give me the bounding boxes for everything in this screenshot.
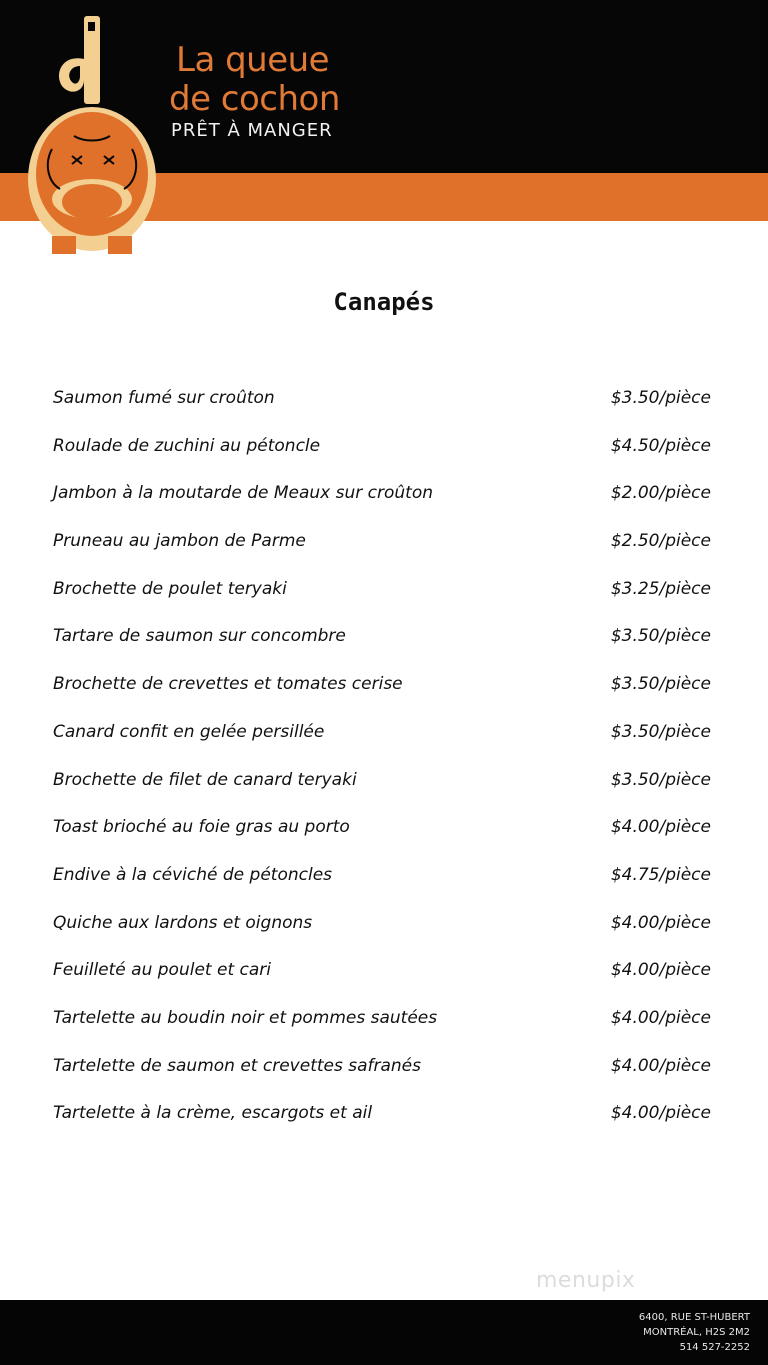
item-price: $4.50/pièce [610,435,711,456]
item-name: Brochette de filet de canard teryaki [53,769,357,790]
menu-item [53,481,721,529]
item-price: $3.50/pièce [610,674,711,695]
menu-item [53,1054,721,1102]
brand-subtitle: PRÊT À MANGER [171,120,333,141]
item-name: Pruneau au jambon de Parme [53,531,306,552]
item-name: Feuilleté au poulet et cari [53,960,271,981]
menu-title: Canapés [333,288,435,316]
item-name: Tartelette au boudin noir et pommes sautées [53,1007,438,1028]
menu-item [53,1101,721,1149]
item-name: Canard confit en gelée persillée [53,721,325,742]
menu-item [53,529,721,577]
footer [0,1300,768,1365]
item-name: Quiche aux lardons et oignons [53,912,313,933]
item-price: $4.00/pièce [610,1007,711,1028]
menu-item [53,815,721,863]
phone-number: 514 527-2252 [679,1342,750,1353]
item-price: $3.50/pièce [610,721,711,742]
address-line2: MONTRÉAL, H2S 2M2 [643,1327,750,1338]
item-name: Brochette de poulet teryaki [53,578,287,599]
item-name: Brochette de crevettes et tomates cerise [53,674,403,695]
item-name: Tartare de saumon sur concombre [53,626,346,647]
item-price: $3.50/pièce [610,626,711,647]
item-price: $2.50/pièce [610,531,711,552]
item-name: Saumon fumé sur croûton [53,388,275,408]
item-name: Tartelette à la crème, escargots et ail [53,1103,373,1124]
menu-item [53,577,721,625]
item-name: Jambon à la moutarde de Meaux sur croûton [53,483,434,504]
menu-item [53,386,721,434]
item-name: Toast brioché au foie gras au porto [53,817,350,838]
menu-list [53,386,721,1149]
menu-item [53,863,721,911]
brand-name-line1: La queue [176,40,330,80]
item-price: $3.50/pièce [610,388,711,408]
header [0,0,768,222]
watermark: menupix [536,1268,636,1293]
address-line1: 6400, RUE ST-HUBERT [638,1312,750,1323]
address-block [639,1310,750,1355]
item-price: $3.50/pièce [610,769,711,790]
menu-item [53,624,721,672]
item-price: $4.00/pièce [610,912,711,933]
menu-item [53,1006,721,1054]
item-price: $2.00/pièce [610,483,711,504]
item-price: $4.75/pièce [610,864,711,885]
item-price: $4.00/pièce [610,817,711,838]
item-name: Roulade de zuchini au pétoncle [53,435,321,456]
item-price: $4.00/pièce [610,1103,711,1124]
item-price: $3.25/pièce [610,578,711,599]
menu-item [53,911,721,959]
menu-item [53,720,721,768]
item-price: $4.00/pièce [610,1055,711,1076]
item-price: $4.00/pièce [610,960,711,981]
menu-item [53,672,721,720]
menu-item [53,768,721,816]
menu-item [53,434,721,482]
menu-item [53,958,721,1006]
item-name: Tartelette de saumon et crevettes safranés [53,1055,421,1076]
pig-logo-icon [22,14,162,259]
item-name: Endive à la céviché de pétoncles [53,864,333,885]
brand-name-line2: de cochon [169,79,340,119]
